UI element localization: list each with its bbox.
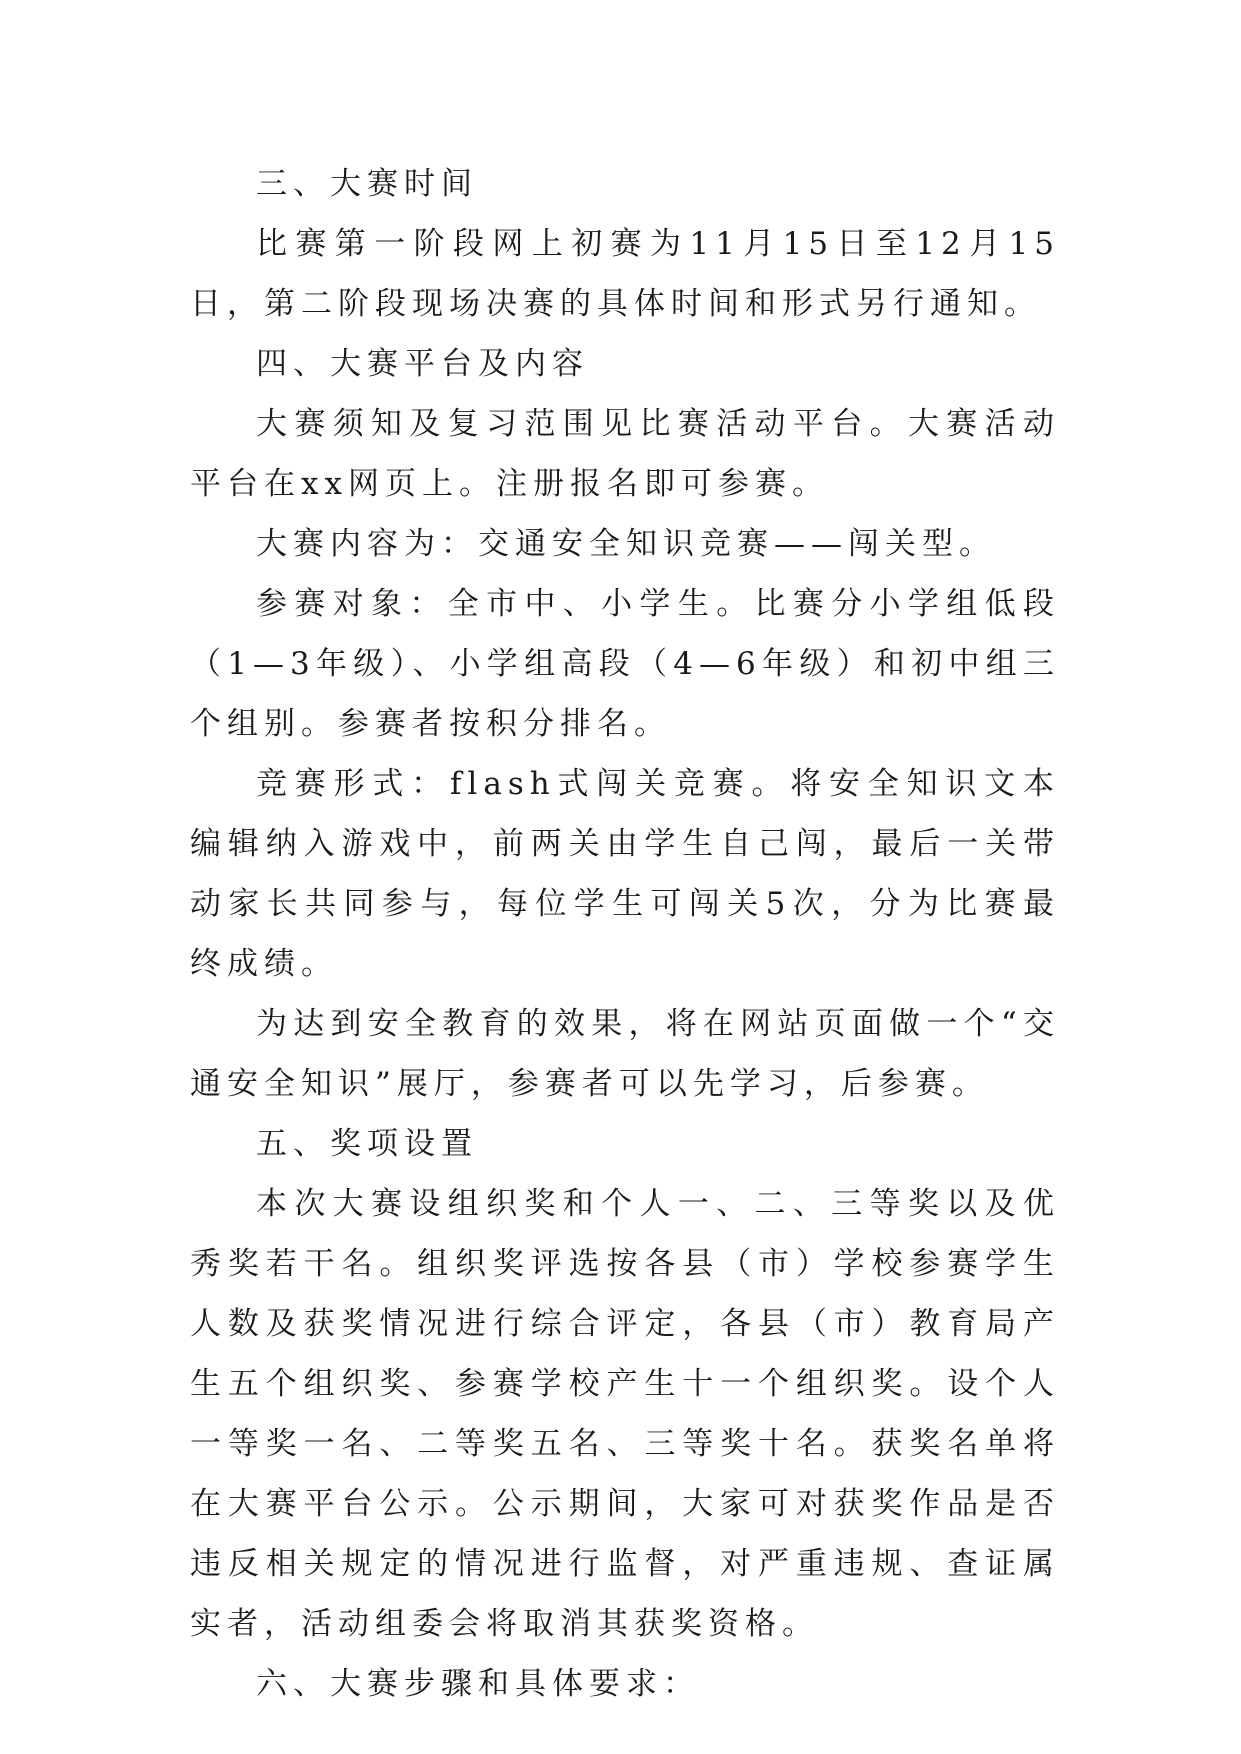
heading-awards: 五、奖项设置: [256, 1126, 478, 1162]
paragraph-exhibition: 为达到安全教育的效果，将在网站页面做一个“交通安全知识”展厅，参赛者可以先学习，后参赛。: [190, 1006, 1060, 1102]
paragraph-schedule: 比赛第一阶段网上初赛为11月15日至12月15日，第二阶段现场决赛的具体时间和形式另行通知。: [190, 226, 1060, 322]
paragraph-content: 大赛内容为：交通安全知识竞赛——闯关型。: [256, 526, 996, 562]
document-page: [190, 154, 1060, 1714]
heading-competition-time: 三、大赛时间: [256, 166, 478, 202]
paragraph-participants: 参赛对象：全市中、小学生。比赛分小学组低段（1—3年级）、小学组高段（4—6年级）和初中组三个组别。参赛者按积分排名。: [190, 586, 1060, 742]
heading-steps: 六、大赛步骤和具体要求：: [256, 1666, 700, 1702]
heading-platform-content: 四、大赛平台及内容: [256, 346, 589, 382]
paragraph-platform: 大赛须知及复习范围见比赛活动平台。大赛活动平台在xx网页上。注册报名即可参赛。: [190, 406, 1060, 502]
paragraph-format: 竞赛形式：flash式闯关竞赛。将安全知识文本编辑纳入游戏中，前两关由学生自己闯，最后一关带动家长共同参与，每位学生可闯关5次，分为比赛最终成绩。: [190, 766, 1060, 982]
paragraph-awards: 本次大赛设组织奖和个人一、二、三等奖以及优秀奖若干名。组织奖评选按各县（市）学校参赛学生人数及获奖情况进行综合评定，各县（市）教育局产生五个组织奖、参赛学校产生十一个组织奖。设个人一等奖一名、二等奖五名、三等奖十名。获奖名单将在大赛平台公示。公示期间，大家可对获奖作品是否违反相关规定的情况进行监督，对严重违规、查证属实者，活动组委会将取消其获奖资格。: [190, 1186, 1060, 1642]
